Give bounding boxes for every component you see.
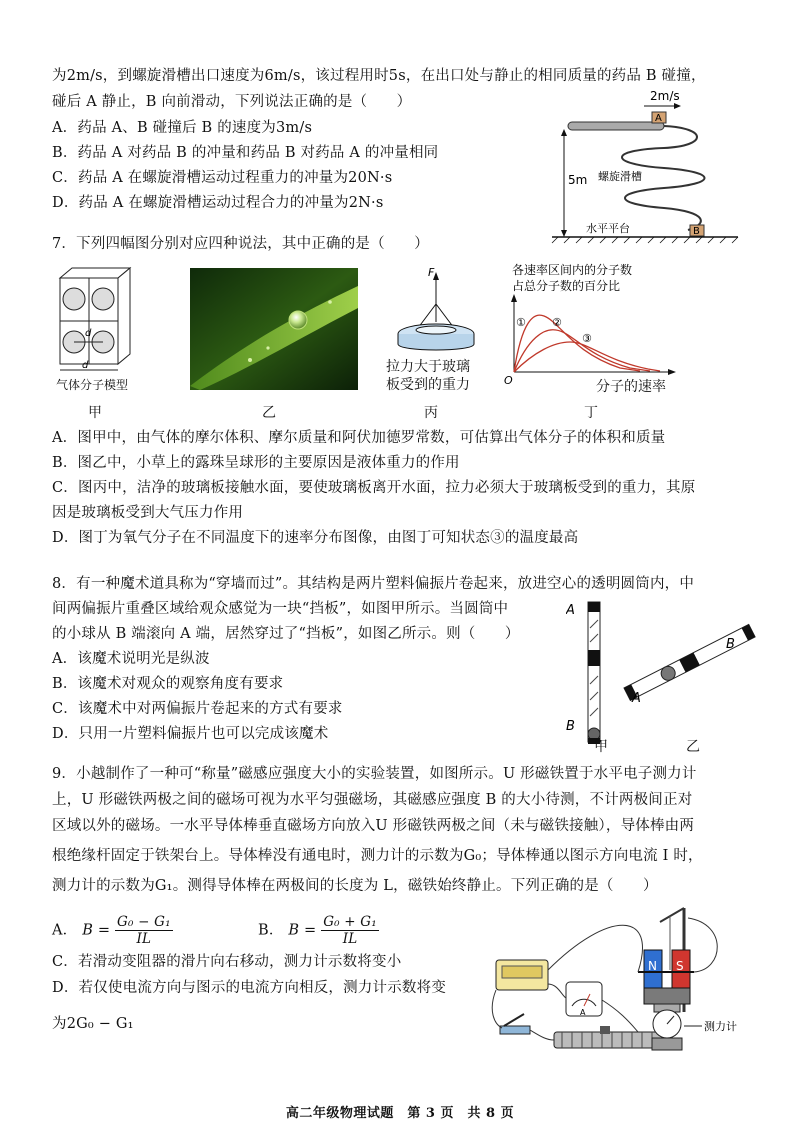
dist-title-1: 各速率区间内的分子数 [512, 263, 633, 277]
q9-option-b [258, 914, 379, 947]
q9-stem-line4: 根绝缘杆固定于铁架台上。导体棒没有通电时，测力计的示数为G₀；导体棒通以图示方向电流 I 时， [52, 848, 703, 864]
tube-yi-label-b: B [726, 637, 735, 652]
block-a-label: A [655, 113, 662, 124]
q9-option-a-numerator: G₀ − G₁ [117, 914, 171, 930]
fig-label-yi: 乙 [262, 405, 276, 421]
small-drop-1 [248, 358, 252, 362]
wire-supply-ammeter [548, 984, 566, 998]
gas-model-caption: 气体分子模型 [56, 378, 129, 392]
spiral-slide-figure [548, 84, 748, 244]
curve-3 [514, 342, 660, 372]
q9-option-a-fraction [115, 914, 173, 947]
width-label: d [82, 360, 89, 371]
ammeter-label: A [580, 1008, 586, 1017]
tube-jia-label-a: A [566, 603, 575, 618]
q6-stem-line1: 为2m/s，到螺旋滑槽出口速度为6m/s，该过程用时5s，在出口处与静止的相同质量的药品 B 碰撞， [52, 68, 706, 84]
s-pole-label: S [676, 959, 684, 973]
curve-1 [514, 315, 640, 372]
scale-base [652, 1038, 682, 1050]
q8-stem-line1: 8．有一种魔术道具称为“穿墙而过”。其结构是两片塑料偏振片卷起来，放进空心的透明圆筒内，中 [52, 576, 695, 592]
rheostat [554, 1032, 664, 1048]
q6-option-a: A．药品 A、B 碰撞后 B 的速度为3m/s [52, 120, 313, 136]
q7-option-d: D．图丁为氧气分子在不同温度下的速率分布图像，由图丁可知状态③的温度最高 [52, 530, 579, 546]
curve-1-label: ① [516, 316, 526, 329]
molecule-1 [63, 288, 85, 310]
gas-model-figure [52, 266, 138, 374]
q6-option-c: C．药品 A 在螺旋滑槽运动过程重力的冲量为20N·s [52, 170, 393, 186]
switch-base [500, 1026, 530, 1034]
q9-option-a [52, 914, 173, 947]
molecule-2 [92, 288, 114, 310]
q9-option-c: C．若滑动变阻器的滑片向右移动，测力计示数将变小 [52, 954, 402, 970]
q9-stem-line5: 测力计的示数为G₁。测得导体棒在两极间的长度为 L，磁铁始终静止。下列正确的是（ ） [52, 878, 658, 894]
height-arrow-bottom [561, 230, 567, 237]
n-pole-label: N [648, 959, 657, 973]
block-b-label: B [693, 226, 700, 237]
tube-jia-label-b: B [566, 719, 575, 734]
switch-lever [504, 1014, 524, 1026]
wire-switch-rheostat [530, 1030, 554, 1040]
y-axis-arrow [511, 294, 517, 302]
q9-option-b-prefix: B． [258, 922, 284, 939]
q9-option-b-denominator: IL [342, 931, 358, 947]
top-rail [568, 122, 664, 130]
ground-label: 水平平台 [586, 222, 630, 235]
q7-option-c: C．图丙中，洁净的玻璃板接触水面，要使玻璃板离开水面，拉力必须大于玻璃板受到的重力，其原 [52, 480, 696, 496]
magnet-apparatus-figure [488, 900, 774, 1062]
q9-option-b-numerator: G₀ + G₁ [323, 914, 377, 930]
fig-label-ding: 丁 [584, 405, 598, 421]
q7-option-a: A．图甲中，由气体的摩尔体积、摩尔质量和阿伏加德罗常数，可估算出气体分子的体积和质量 [52, 430, 666, 446]
q8-option-a: A．该魔术说明光是纵波 [52, 651, 210, 667]
slide-label: 螺旋滑槽 [598, 170, 642, 183]
q9-stem-line2: 上，U 形磁铁两极之间的磁场可视为水平匀强磁场，其磁感应强度 B 的大小待测，不计两极间正对 [52, 792, 693, 808]
dewdrop-photo [190, 268, 358, 390]
q9-stem-line3: 区域以外的磁场。一水平导体棒垂直磁场方向放入U 形磁铁两极之间（未与磁铁接触），导体棒由两 [52, 818, 695, 834]
magnet-base [644, 988, 690, 1004]
glass-plate-caption-2: 板受到的重力 [386, 377, 470, 393]
q9-option-a-denominator: IL [136, 931, 152, 947]
wire-supply-switch [492, 990, 502, 1028]
q9-option-d-line2: 为2G₀ − G₁ [52, 1016, 134, 1032]
q8-option-d: D．只用一片塑料偏振片也可以完成该魔术 [52, 726, 329, 742]
dish-body [398, 334, 474, 350]
q9-option-a-prefix: A． [52, 922, 78, 939]
height-arrow-top [561, 129, 567, 136]
cube-side [118, 268, 130, 364]
q9-option-b-lhs: B = [288, 922, 317, 939]
small-drop-2 [266, 346, 269, 349]
wire-top [548, 925, 642, 972]
q8-stem-line2: 间两偏振片重叠区域给观众感觉为一块“挡板”，如图甲所示。当圆筒中 [52, 601, 509, 617]
dist-title-2: 占总分子数的百分比 [512, 279, 621, 293]
tube-jia-cap-top [588, 602, 600, 612]
tube-jia-barrier [588, 650, 600, 666]
polarizer-tube-figure [566, 598, 766, 756]
dist-x-label: 分子的速率 [596, 379, 666, 395]
origin-label: O [504, 374, 513, 387]
dew-drop [289, 311, 307, 329]
q9-option-b-fraction [321, 914, 379, 947]
speed-label: 2m/s [650, 89, 680, 103]
tube-jia [588, 602, 600, 742]
q9-option-d-line1: D．若仅使电流方向与图示的电流方向相反，测力计示数将变 [52, 980, 447, 996]
spacing-label: d [85, 328, 92, 339]
ground-hatch [552, 237, 738, 243]
meter-label: 测力计 [704, 1020, 737, 1033]
glass-plate-caption-1: 拉力大于玻璃 [386, 359, 470, 375]
polarizer-caption-yi: 乙 [686, 739, 700, 755]
glass-plate-figure [392, 264, 482, 356]
power-display [502, 966, 542, 978]
speed-arrowhead [674, 103, 681, 109]
q7-option-b: B．图乙中，小草上的露珠呈球形的主要原因是液体重力的作用 [52, 455, 460, 471]
q9-option-a-lhs: B = [82, 922, 111, 939]
tube-yi-label-a: A [632, 691, 641, 706]
q6-option-b: B．药品 A 对药品 B 的冲量和药品 B 对药品 A 的冲量相同 [52, 145, 439, 161]
glass-plate [416, 326, 456, 334]
q6-option-d: D．药品 A 在螺旋滑槽运动过程合力的冲量为2N·s [52, 195, 384, 211]
q7-option-c-cont: 因是玻璃板受到大气压力作用 [52, 505, 244, 521]
x-axis-arrow [668, 369, 676, 375]
stand-arm [660, 908, 684, 922]
q9-stem-line1: 9．小越制作了一种可“称量”磁感应强度大小的实验装置，如图所示。U 形磁铁置于水平电子测力计 [52, 766, 697, 782]
q8-option-c: C．该魔术中对两偏振片卷起来的方式有要求 [52, 701, 343, 717]
force-label: F [428, 266, 435, 279]
q8-option-b: B．该魔术对观众的观察角度有要求 [52, 676, 284, 692]
tube-yi [624, 624, 755, 700]
polarizer-caption-jia: 甲 [594, 739, 608, 755]
height-label: 5m [568, 173, 588, 187]
curve-3-label: ③ [582, 332, 592, 345]
small-drop-3 [328, 300, 332, 304]
q6-stem-line2: 碰后 A 静止，B 向前滑动，下列说法正确的是（ ） [52, 94, 412, 110]
q8-stem-line3: 的小球从 B 端滚向 A 端，居然穿过了“挡板”，如图乙所示。则（ ） [52, 626, 520, 642]
page-footer: 高二年级物理试题 第 3 页 共 8 页 [285, 1106, 515, 1121]
fig-label-jia: 甲 [88, 405, 102, 421]
fig-label-bing: 丙 [424, 405, 438, 421]
curve-2-label: ② [552, 316, 562, 329]
wire-return [688, 918, 717, 972]
q7-stem: 7．下列四幅图分别对应四种说法，其中正确的是（ ） [52, 236, 429, 252]
rheostat-slider [600, 1026, 610, 1034]
